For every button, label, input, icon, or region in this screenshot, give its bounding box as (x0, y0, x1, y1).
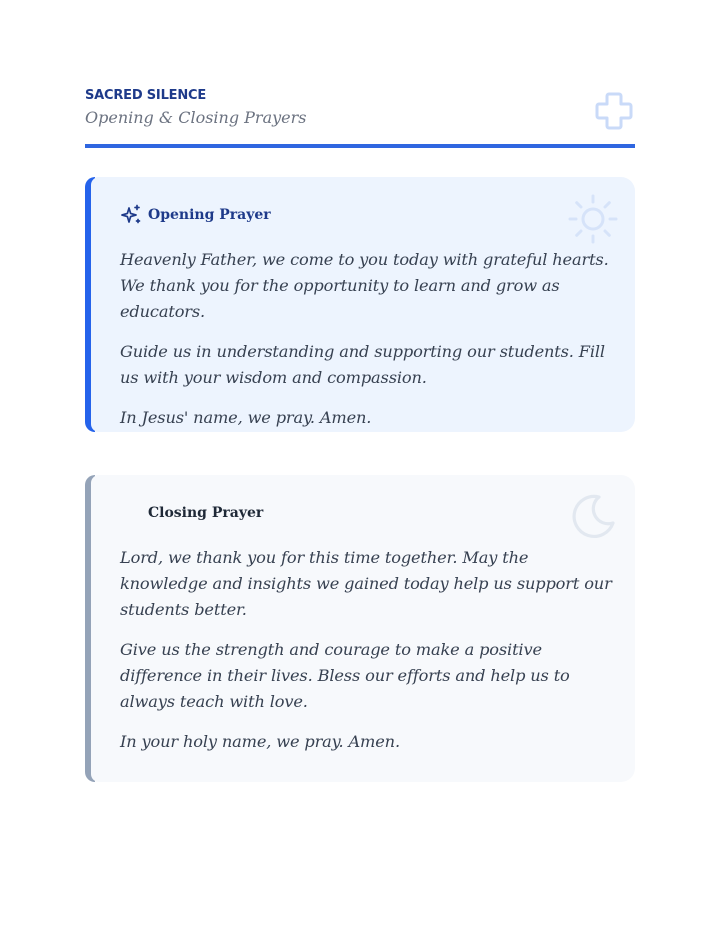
prayer-paragraph: Heavenly Father, we come to you today with grateful hearts. We thank you for the opportunity to learn and grow as educators. (120, 250, 609, 321)
closing-prayer-card (85, 475, 635, 782)
closing-prayer-heading (120, 502, 263, 524)
card-title: Closing Prayer (148, 505, 264, 521)
prayer-paragraph: Give us the strength and courage to make a positive difference in their lives. Bless our efforts and help us to always teach with love. (120, 640, 570, 711)
prayer-paragraph: In your holy name, we pray. Amen. (120, 732, 400, 751)
card-title: Opening Prayer (148, 207, 271, 223)
cross-icon (593, 90, 635, 132)
opening-prayer-text (120, 247, 612, 445)
moon-icon (569, 493, 617, 541)
page-subtitle: Opening & Closing Prayers (85, 108, 307, 127)
prayer-paragraph: Lord, we thank you for this time together. May the knowledge and insights we gained today help us support our students better. (120, 548, 612, 619)
opening-prayer-heading (120, 204, 271, 226)
sparkles-icon (120, 204, 142, 226)
prayer-paragraph: In Jesus' name, we pray. Amen. (120, 408, 372, 427)
closing-prayer-text (120, 545, 612, 769)
page-header (85, 86, 635, 148)
brand-title: SACRED SILENCE (85, 88, 207, 103)
sun-icon (567, 193, 619, 245)
prayer-paragraph: Guide us in understanding and supporting our students. Fill us with your wisdom and compassion. (120, 342, 605, 387)
opening-prayer-card (85, 177, 635, 432)
header-divider (85, 144, 635, 148)
